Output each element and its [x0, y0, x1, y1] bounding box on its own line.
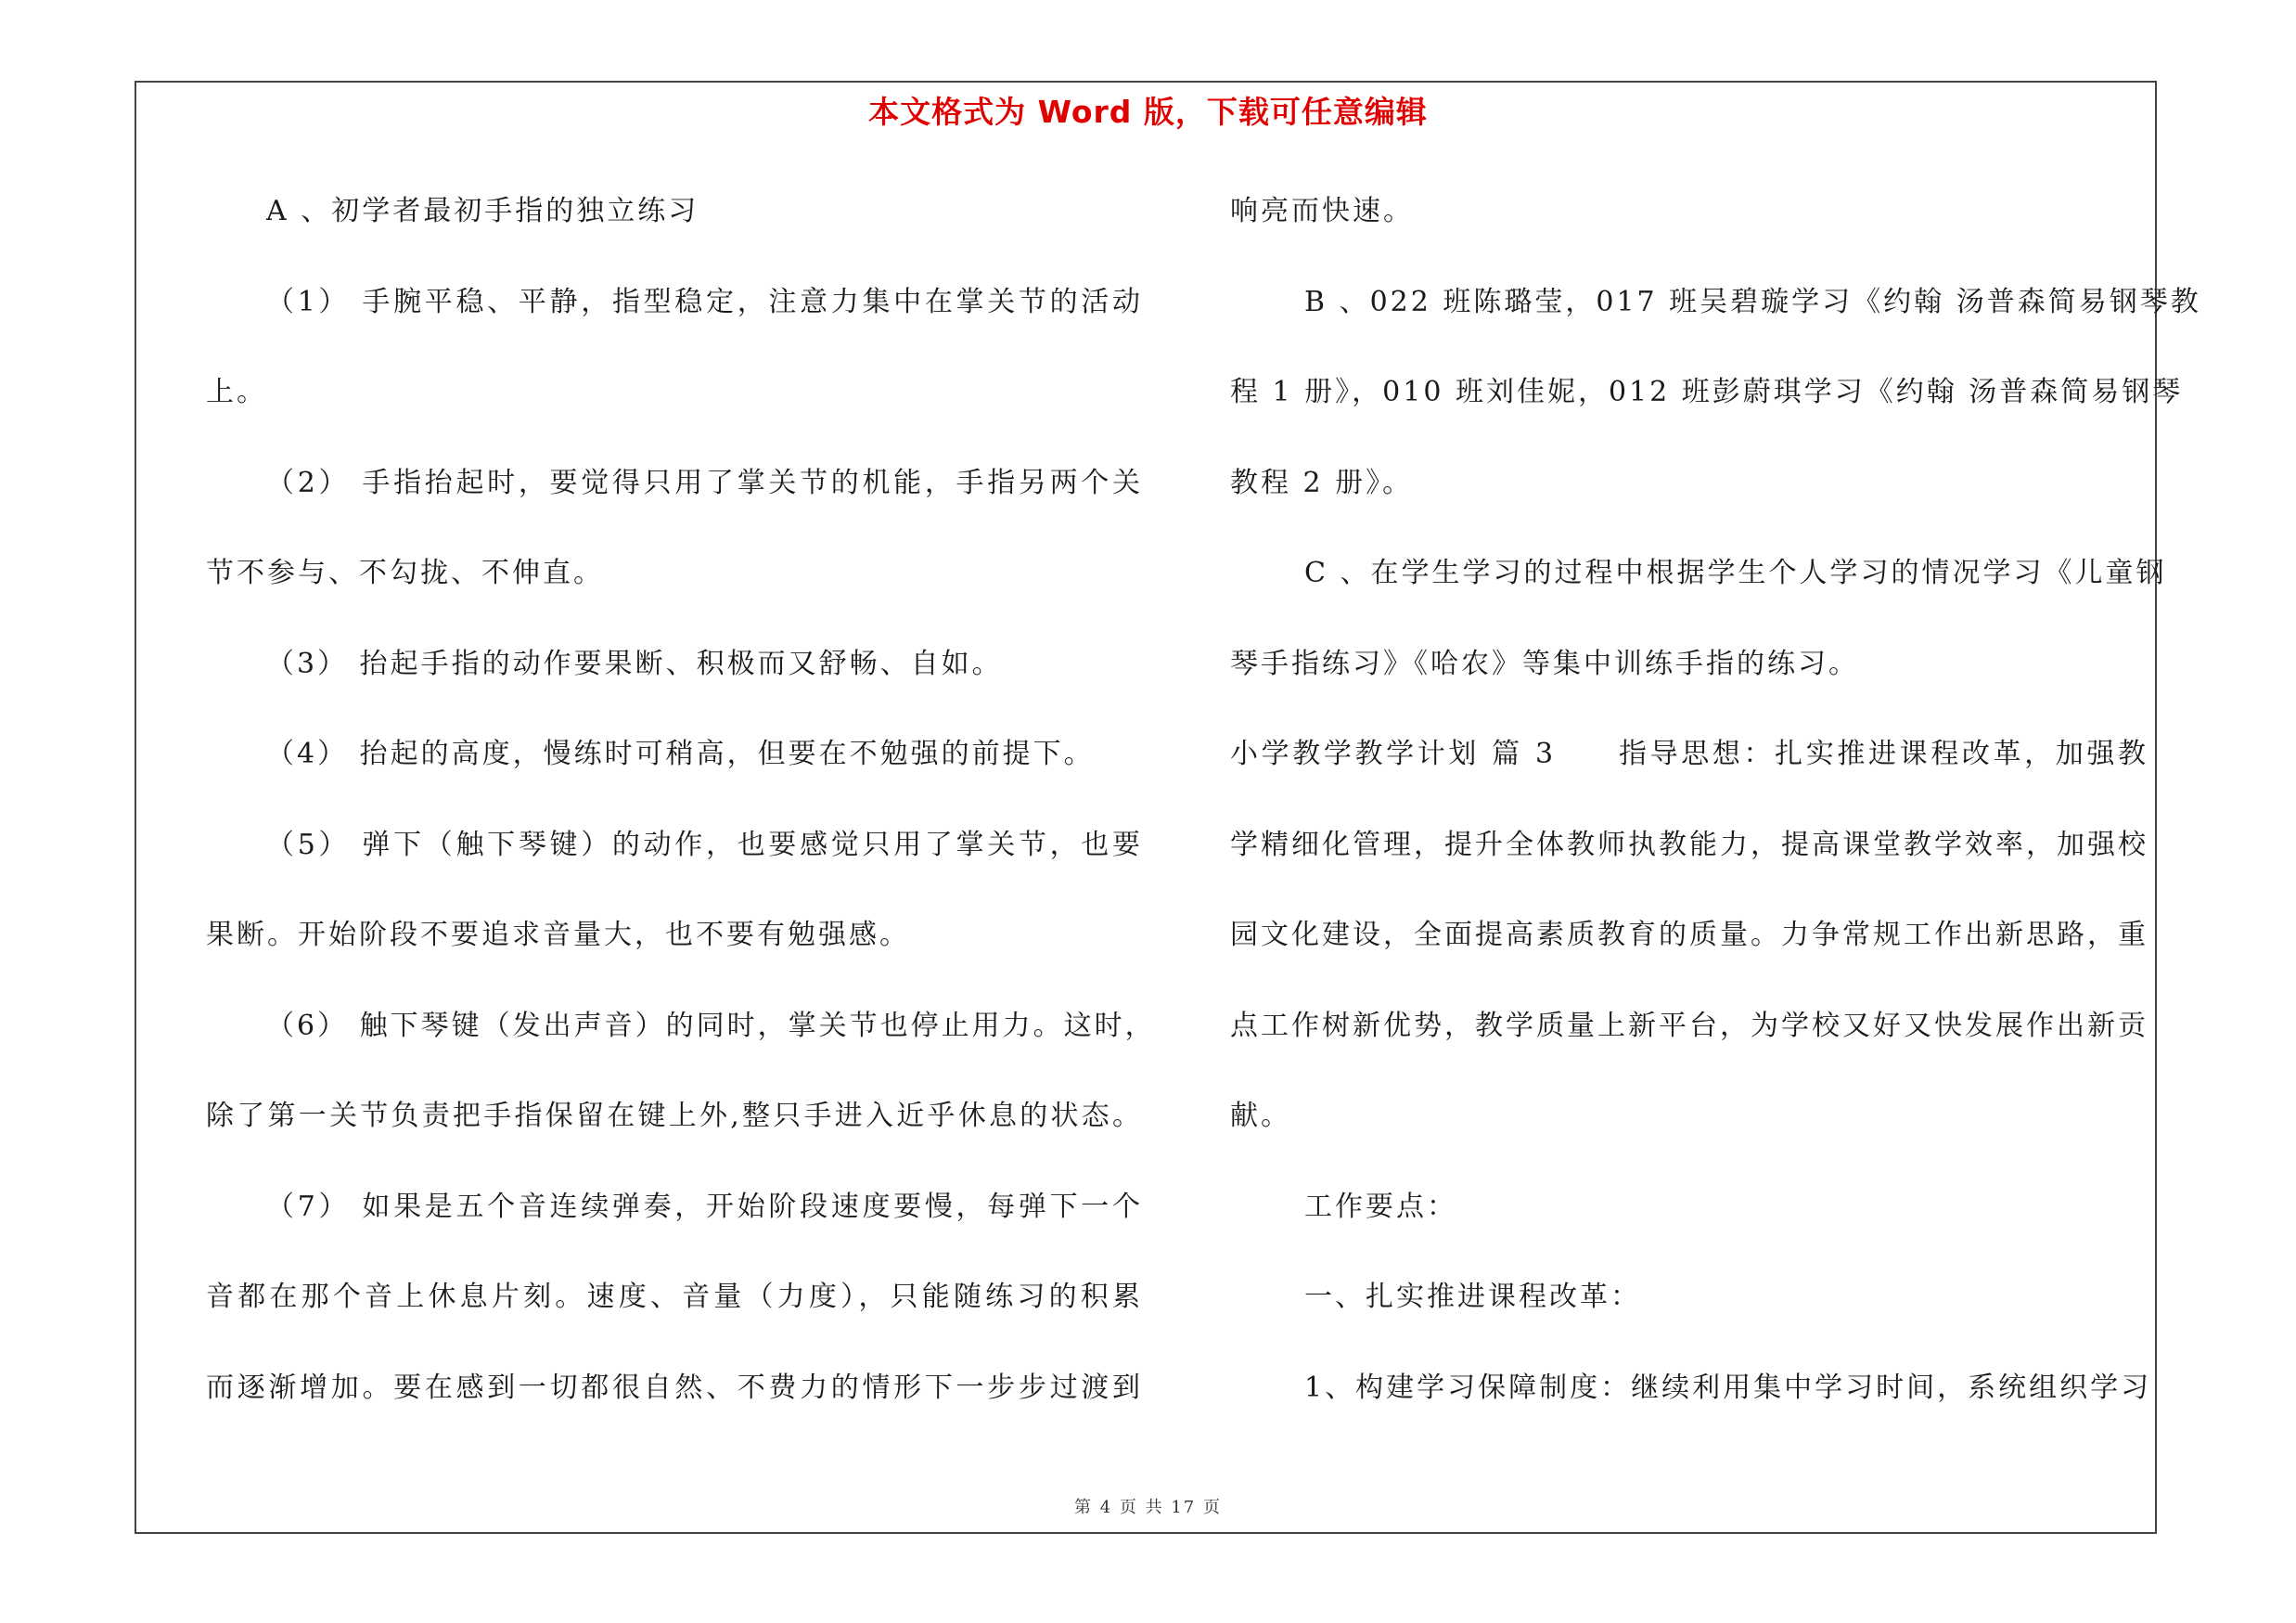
right-line-10: 点工作树新优势，教学质量上新平台，为学校又好又快发展作出新贡 [1230, 1009, 2148, 1042]
left-line-12: （7） 如果是五个音连续弹奏，开始阶段速度要慢，每弹下一个 [266, 1190, 1143, 1223]
right-line-4: 教程 2 册》。 [1230, 466, 1414, 499]
right-line-7: 小学教学教学计划 篇 3 指导思想：扎实推进课程改革，加强教 [1230, 738, 2148, 770]
right-column [1230, 181, 2201, 1448]
left-line-3: 上。 [206, 376, 267, 408]
left-line-9: 果断。开始阶段不要追求音量大，也不要有勉强感。 [206, 919, 910, 951]
left-line-13: 音都在那个音上休息片刻。速度、音量（力度），只能随练习的积累 [206, 1281, 1143, 1313]
left-column [206, 181, 1156, 1448]
right-line-9: 园文化建设，全面提高素质教育的质量。力争常规工作出新思路，重 [1230, 919, 2148, 951]
right-line-8: 学精细化管理，提升全体教师执教能力，提高课堂教学效率，加强校 [1230, 828, 2148, 861]
left-line-14: 而逐渐增加。要在感到一切都很自然、不费力的情形下一步步过渡到 [206, 1371, 1143, 1404]
right-line-6: 琴手指练习》《哈农》等集中训练手指的练习。 [1230, 647, 1859, 680]
left-line-1: A 、初学者最初手指的独立练习 [266, 195, 699, 227]
right-line-1: 响亮而快速。 [1230, 195, 1414, 227]
left-line-11: 除了第一关节负责把手指保留在键上外,整只手进入近乎休息的状态。 [206, 1100, 1143, 1132]
left-line-8: （5） 弹下（触下琴键）的动作，也要感觉只用了掌关节，也要 [266, 828, 1143, 861]
page-number-footer: 第 4 页 共 17 页 [1074, 1498, 1222, 1517]
left-line-2: （1） 手腕平稳、平静，指型稳定，注意力集中在掌关节的活动 [266, 285, 1143, 318]
right-line-5: C 、在学生学习的过程中根据学生个人学习的情况学习《儿童钢 [1304, 557, 2167, 589]
left-line-6: （3） 抬起手指的动作要果断、积极而又舒畅、自如。 [266, 647, 1003, 680]
right-line-11: 献。 [1230, 1100, 1291, 1132]
left-line-7: （4） 抬起的高度，慢练时可稍高，但要在不勉强的前提下。 [266, 738, 1095, 770]
left-line-10: （6） 触下琴键（发出声音）的同时，掌关节也停止用力。这时， [266, 1009, 1156, 1042]
left-line-5: 节不参与、不勾拢、不伸直。 [206, 557, 604, 589]
right-line-12: 工作要点： [1304, 1190, 1457, 1223]
right-line-3: 程 1 册》，010 班刘佳妮，012 班彭蔚琪学习《约翰 汤普森简易钢琴 [1230, 376, 2184, 408]
left-line-4: （2） 手指抬起时，要觉得只用了掌关节的机能，手指另两个关 [266, 466, 1143, 499]
right-line-13: 一、扎实推进课程改革： [1304, 1281, 1641, 1313]
right-line-14: 1、构建学习保障制度：继续利用集中学习时间，系统组织学习 [1304, 1371, 2152, 1404]
right-line-2: B 、022 班陈璐莹，017 班吴碧璇学习《约翰 汤普森简易钢琴教 [1304, 285, 2201, 318]
header-banner: 本文格式为 Word 版，下载可任意编辑 [868, 94, 1428, 130]
